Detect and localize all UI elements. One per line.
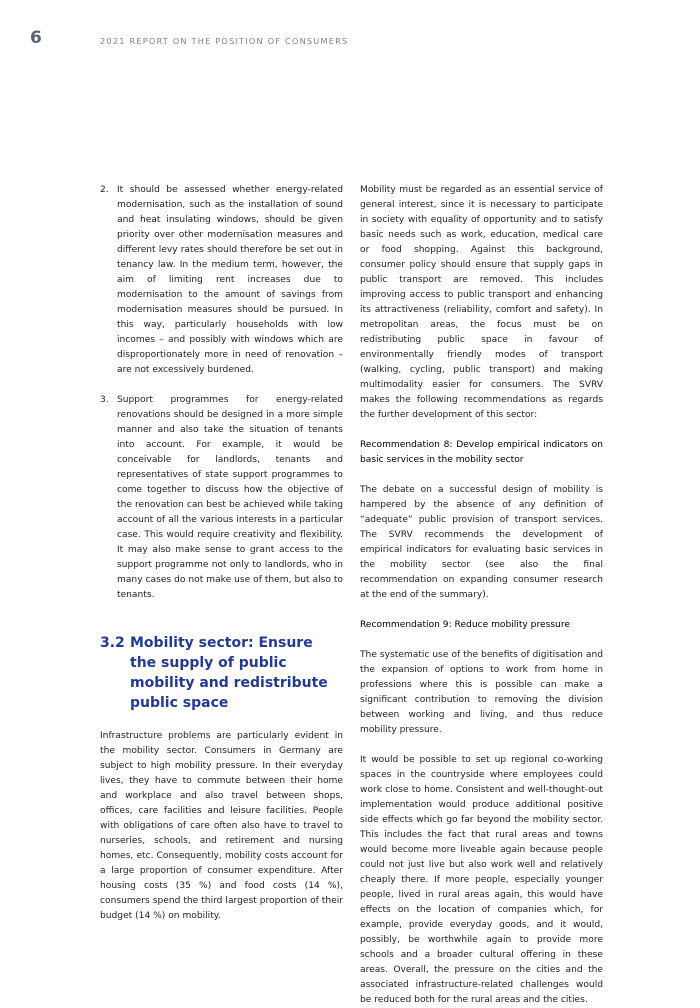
list-text: It should be assessed whether energy-related modernisation, such as the installation of sound and heat insulating windows, should be given priority over other modernisation measures and different levy rates should therefore be set out in tenancy law. In the medium term, however, the aim of limiting rent increases due to modernisation to the amount of savings from modernisation measures should be pursued. In this way, particularly households with low incomes – and possibly with windows which are disproportionately more in need of renovation – are not excessively burdened. — [117, 185, 343, 375]
right-column — [360, 183, 603, 1008]
list-item-2 — [100, 183, 343, 378]
recommendation-8-heading: Recommendation 8: Develop empirical indicators on basic services in the mobility sector — [360, 440, 603, 465]
section-number: 3.2 — [100, 635, 125, 651]
recommendation-9-text-1: The systematic use of the benefits of digitisation and the expansion of options to work from home in professions where this is possible can make a significant contribution to removing the division between working and living, and thus reduce mobility pressure. — [360, 650, 603, 735]
section-title: Mobility sector: Ensure the supply of public mobility and redistribute public space — [130, 635, 328, 711]
mobility-intro-paragraph: Infrastructure problems are particularly evident in the mobility sector. Consumers in Germany are subject to high mobility pressure. In their everyday lives, they have to commute between their home and workplace and also travel between shops, offices, care facilities and leisure facilities. People with obligations of care often also have to travel to nurseries, schools, and retirement and nursing homes, etc. Consequently, mobility costs account for a large proportion of consumer expenditure. After housing costs (35 %) and food costs (14 %), consumers spend the third largest proportion of their budget (14 %) on mobility. — [100, 731, 343, 921]
mobility-service-paragraph: Mobility must be regarded as an essential service of general interest, since it is necessary to participate in society with equality of opportunity and to satisfy basic needs such as work, education, medical care or food shopping. Against this background, consumer policy should ensure that supply gaps in public transport are removed. This includes improving access to public transport and enhancing its attractiveness (reliability, comfort and safety). In metropolitan areas, the focus must be on redistributing public space in favour of environmentally friendly modes of transport (walking, cycling, public transport) and making multimodality easier for consumers. The SVRV makes the following recommendations as regards the further development of this sector: — [360, 185, 603, 420]
section-heading — [100, 633, 343, 713]
recommendation-8-text: The debate on a successful design of mobility is hampered by the absence of any definition of “adequate” public provision of transport services. The SVRV recommends the development of empirical indicators for evaluating basic services in the mobility sector (see also the final recommendation on expanding consumer research at the end of the summary). — [360, 485, 603, 600]
list-number: 3. — [100, 395, 109, 405]
recommendation-9-heading: Recommendation 9: Reduce mobility pressure — [360, 620, 570, 630]
left-column — [100, 183, 343, 924]
list-text: Support programmes for energy-related renovations should be designed in a more simple manner and also take the situation of tenants into account. For example, it would be conceivable for landlords, tenants and representatives of state support programmes to come together to discuss how the objective of the renovation can best be achieved while taking account of all the various interests in a particular case. This would require creativity and flexibility. It may also make sense to grant access to the support programme not only to landlords, who in many cases do not make use of them, but also to tenants. — [117, 395, 343, 600]
recommendation-9-text-2: It would be possible to set up regional co-working spaces in the countryside where employees could work close to home. Consistent and well-thought-out implementation would produce additional positive side effects which go far beyond the mobility sector. This includes the fact that rural areas and towns would become more liveable again because people could not just live but also work well and relatively cheaply there. If more people, especially younger people, lived in rural areas again, this would have effects on the location of companies which, for example, provide everyday goods, and it would, possibly, be worthwhile again to provide more schools and a broader cultural offering in these areas. Overall, the pressure on the cities and the associated infrastructure-related challenges would be reduced both for the rural areas and the cities. — [360, 755, 603, 1005]
page-number: 6 — [30, 28, 42, 48]
running-head: 2021 REPORT ON THE POSITION OF CONSUMERS — [100, 36, 349, 46]
list-number: 2. — [100, 185, 109, 195]
list-item-3 — [100, 393, 343, 603]
